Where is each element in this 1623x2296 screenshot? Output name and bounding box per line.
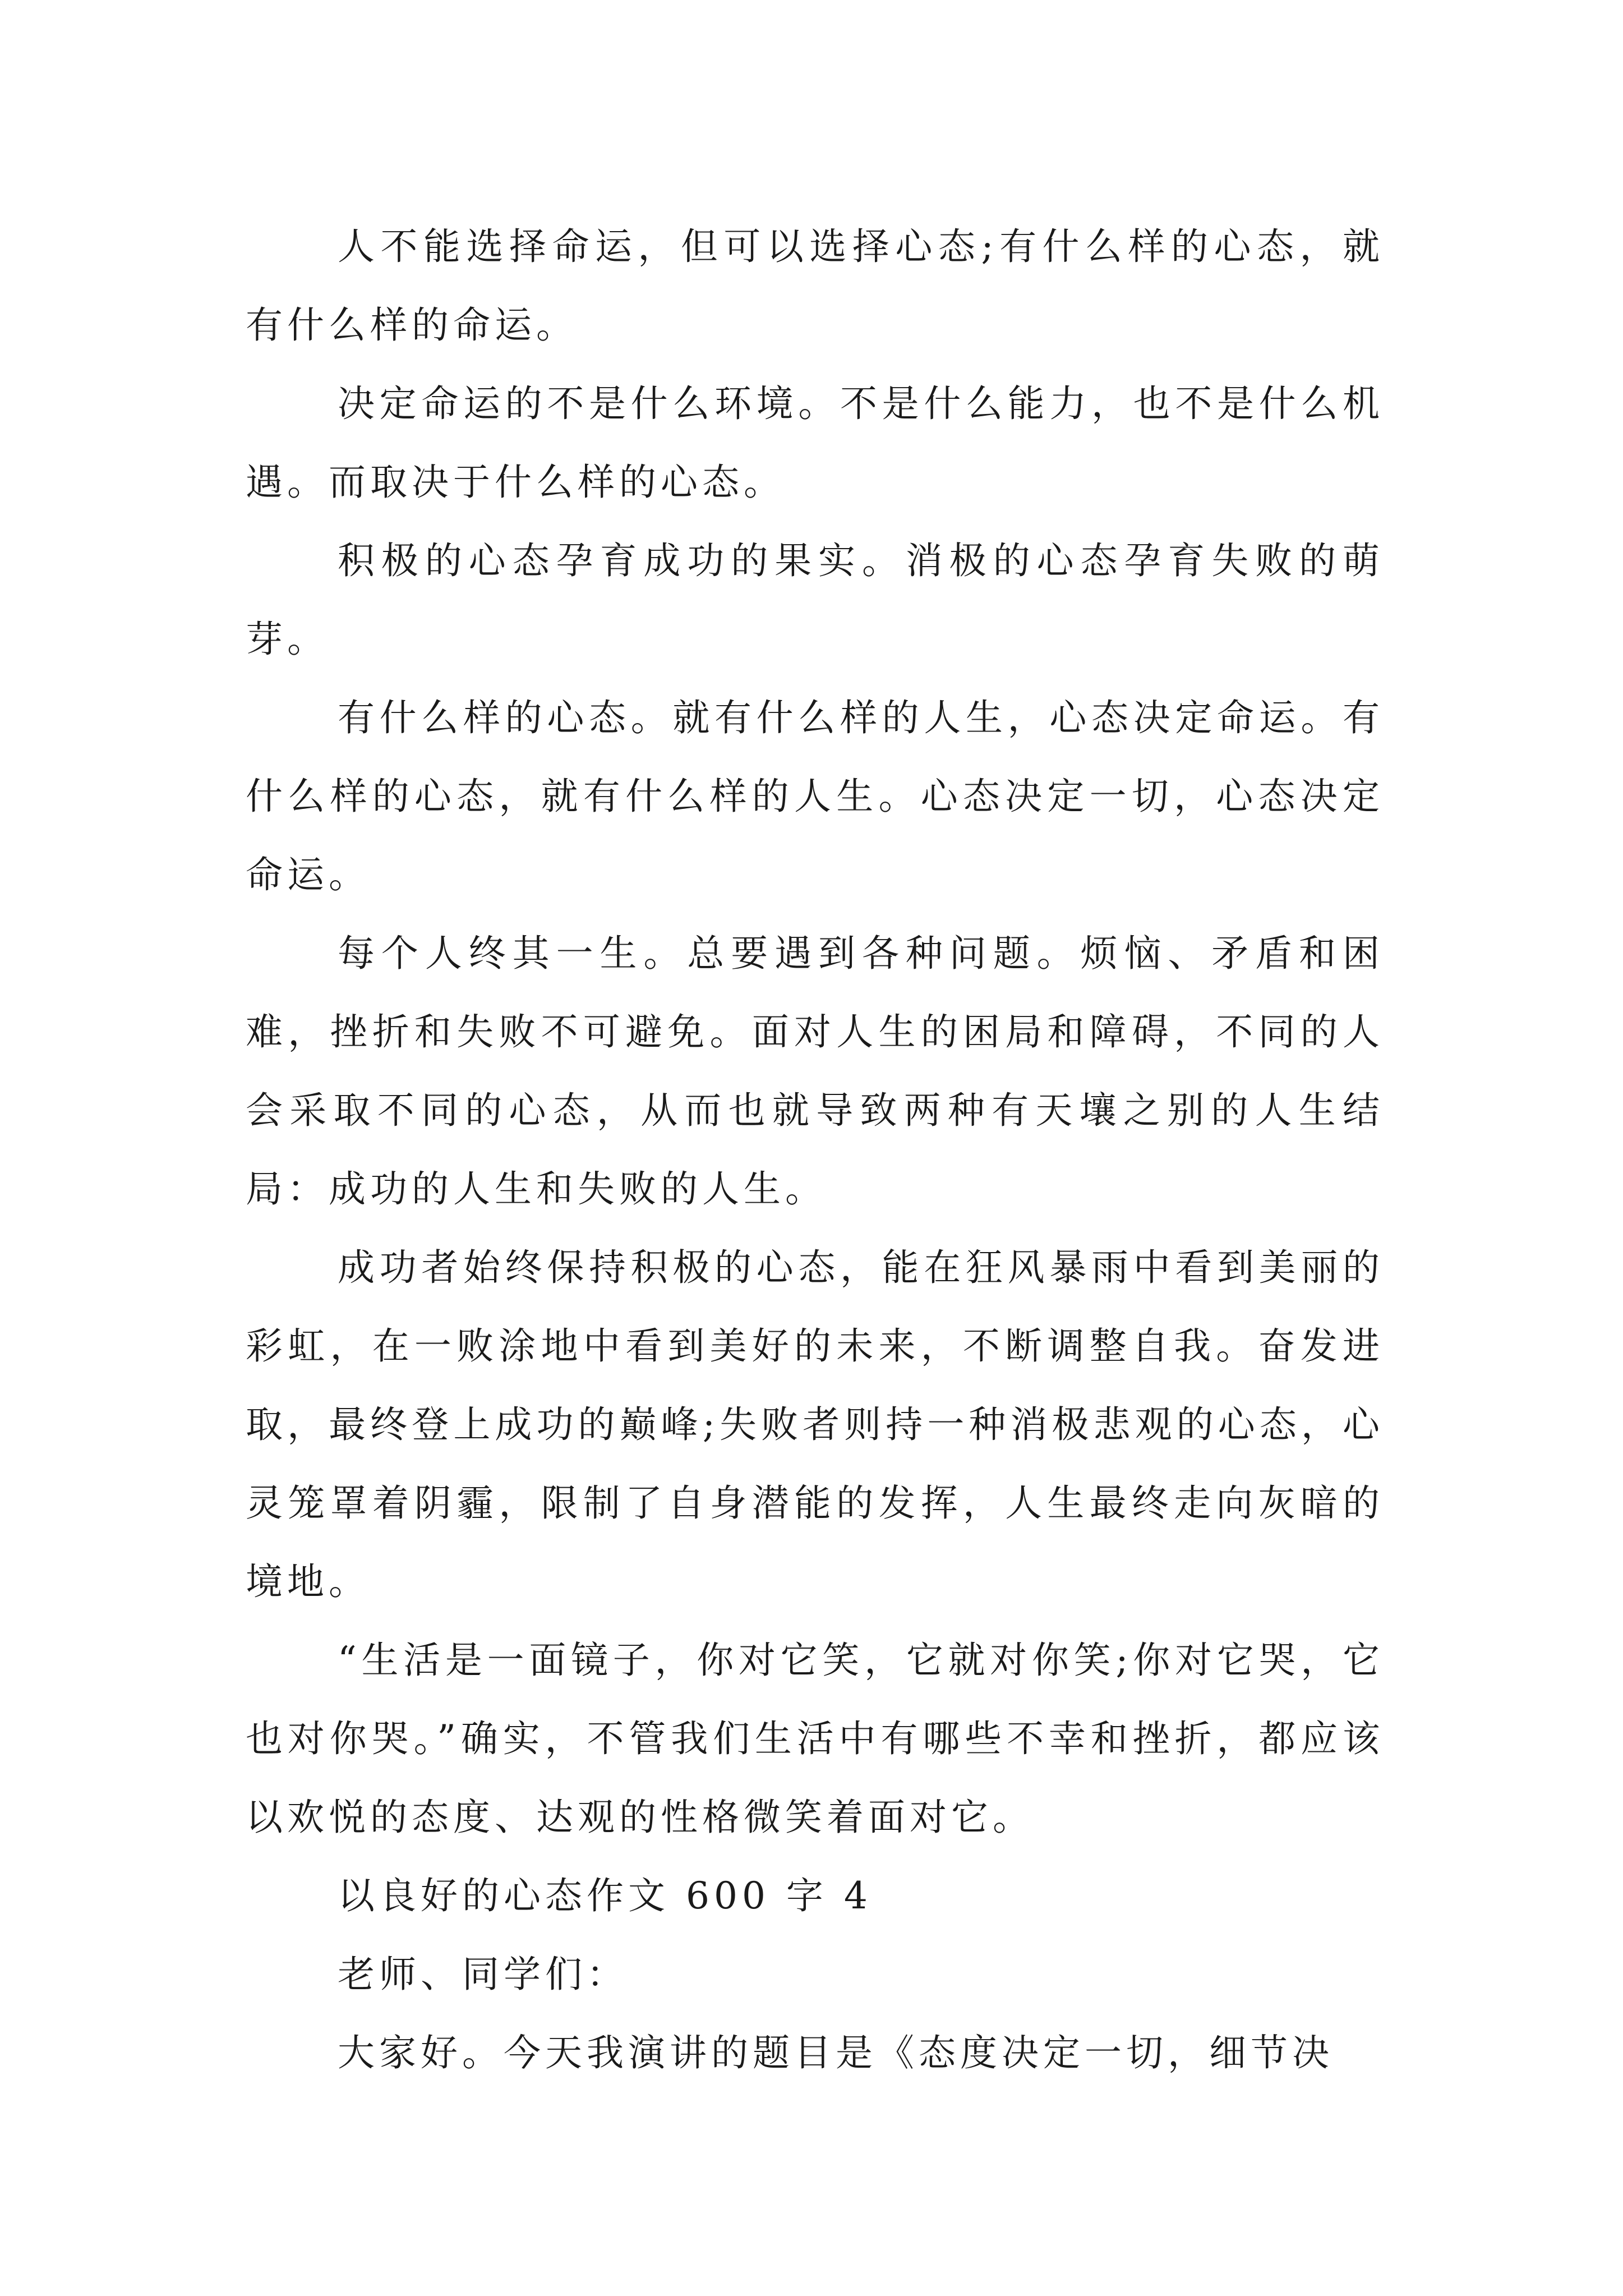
paragraph-6: 成功者始终保持积极的心态，能在狂风暴雨中看到美丽的彩虹，在一败涂地中看到美好的未来，不断调整自我。奋发进取，最终登上成功的巅峰;失败者则持一种消极悲观的心态，心灵笼罩着阴霾，限制了自身潜能的发挥，人生最终走向灰暗的境地。 <box>246 1246 1384 1603</box>
paragraph-1: 人不能选择命运，但可以选择心态;有什么样的心态，就有什么样的命运。 <box>246 225 1384 347</box>
section-heading: 以良好的心态作文 600 字 4 <box>338 1874 872 1917</box>
paragraph-7: “生活是一面镜子，你对它笑，它就对你笑;你对它哭，它也对你哭。”确实，不管我们生活中有哪些不幸和挫折，都应该以欢悦的态度、达观的性格微笑着面对它。 <box>246 1639 1384 1839</box>
paragraph-2: 决定命运的不是什么环境。不是什么能力，也不是什么机遇。而取决于什么样的心态。 <box>246 382 1384 504</box>
document-body <box>246 208 1384 2092</box>
paragraph-3: 积极的心态孕育成功的果实。消极的心态孕育失败的萌芽。 <box>246 539 1384 661</box>
salutation: 老师、同学们： <box>338 1953 628 1996</box>
paragraph-8: 大家好。今天我演讲的题目是《态度决定一切，细节决 <box>338 2031 1334 2074</box>
paragraph-5: 每个人终其一生。总要遇到各种问题。烦恼、矛盾和困难，挫折和失败不可避免。面对人生的困局和障碍，不同的人会采取不同的心态，从而也就导致两种有天壤之别的人生结局：成功的人生和失败的人生。 <box>246 932 1384 1211</box>
paragraph-4: 有什么样的心态。就有什么样的人生，心态决定命运。有什么样的心态，就有什么样的人生。心态决定一切，心态决定命运。 <box>246 696 1384 896</box>
